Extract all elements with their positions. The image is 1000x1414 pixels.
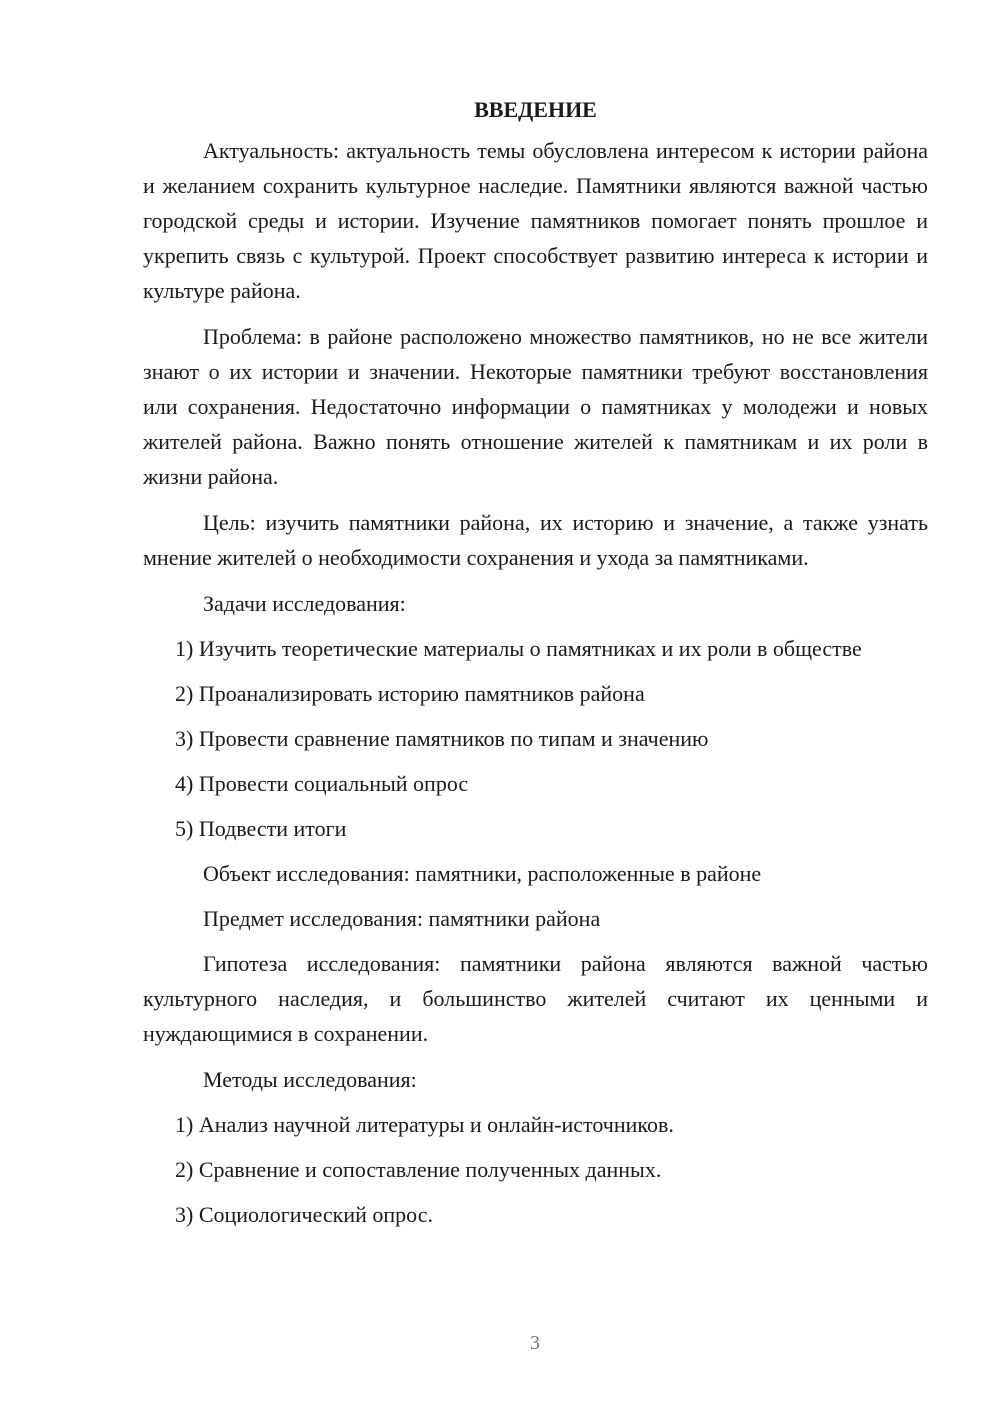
method-item-1: 1) Анализ научной литературы и онлайн-источников. <box>175 1112 674 1137</box>
task-item-5: 5) Подвести итоги <box>175 816 347 841</box>
task-item-2: 2) Проанализировать историю памятников района <box>175 681 645 706</box>
hypothesis-paragraph: Гипотеза исследования: памятники района являются важной частью культурного наследия, и большинство жителей считают их ценными и нуждающимися в сохранении. <box>143 951 928 1046</box>
task-item-4: 4) Провести социальный опрос <box>175 771 469 796</box>
relevance-paragraph: Актуальность: актуальность темы обусловлена интересом к истории района и желанием сохранить культурное наследие. Памятники являются важной частью городской среды и истории. Изучение памятников помогает понять прошлое и укрепить связь с культурой. Проект способствует развитию интереса к истории и культуре района. <box>143 138 928 303</box>
task-item-1: 1) Изучить теоретические материалы о памятниках и их роли в обществе <box>175 636 862 661</box>
tasks-heading: Задачи исследования: <box>203 591 406 616</box>
problem-paragraph: Проблема: в районе расположено множество памятников, но не все жители знают о их истории и значении. Некоторые памятники требуют восстановления или сохранения. Недостаточно информации о памятниках у молодежи и новых жителей района. Важно понять отношение жителей к памятникам и их роли в жизни района. <box>143 324 928 489</box>
task-item-3: 3) Провести сравнение памятников по типам и значению <box>175 726 709 751</box>
document-page <box>143 92 928 1242</box>
method-item-3: 3) Социологический опрос. <box>175 1202 433 1227</box>
page-number: 3 <box>530 1332 540 1354</box>
research-subject: Предмет исследования: памятники района <box>203 906 601 931</box>
page-title: ВВЕДЕНИЕ <box>474 97 597 122</box>
goal-paragraph: Цель: изучить памятники района, их историю и значение, а также узнать мнение жителей о необходимости сохранения и ухода за памятниками. <box>143 510 928 570</box>
research-object: Объект исследования: памятники, расположенные в районе <box>203 861 762 886</box>
methods-heading: Методы исследования: <box>203 1067 417 1092</box>
method-item-2: 2) Сравнение и сопоставление полученных данных. <box>175 1157 662 1182</box>
